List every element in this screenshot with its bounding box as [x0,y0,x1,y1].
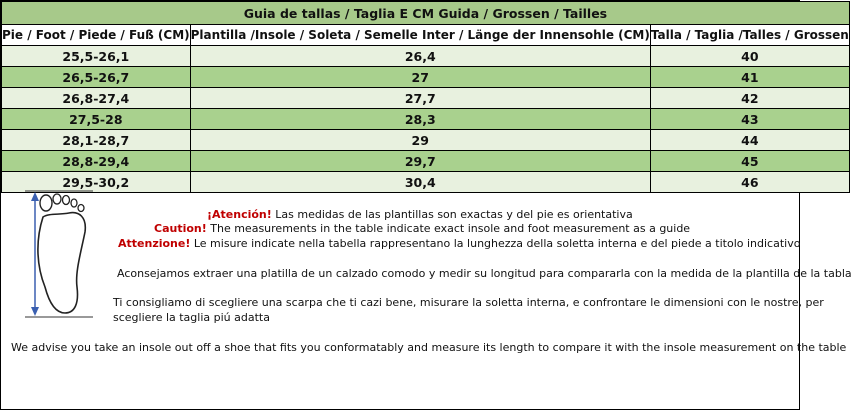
note-italian [118,237,800,250]
cell-insole: 27,7 [190,88,650,109]
cell-size: 45 [650,151,849,172]
cell-foot: 27,5-28 [2,109,191,130]
cell-insole: 28,3 [190,109,650,130]
note-es-text: Las medidas de las plantillas son exactas y del pie es orientativa [271,208,633,221]
table-row [2,46,850,67]
cell-insole: 29 [190,130,650,151]
size-table [1,1,850,193]
cell-size: 42 [650,88,849,109]
cell-insole: 29,7 [190,151,650,172]
cell-insole: 26,4 [190,46,650,67]
table-header-row [2,25,850,46]
note-it-text: Le misure indicate nella tabella rappresentano la lunghezza della soletta interna e del piede a titolo indicativo [190,237,801,250]
header-size: Talla / Taglia /Talles / Grossen [650,25,849,46]
cell-foot: 26,5-26,7 [2,67,191,88]
table-row [2,151,850,172]
warning-label-es: ¡Atención! [207,208,272,221]
cell-foot: 25,5-26,1 [2,46,191,67]
warning-label-it: Attenzione! [118,237,191,250]
cell-size: 41 [650,67,849,88]
table-row [2,109,850,130]
cell-size: 40 [650,46,849,67]
cell-size: 43 [650,109,849,130]
note-english [154,222,690,235]
foot-outline-icon [15,187,103,321]
note-en-text: The measurements in the table indicate exact insole and foot measurement as a guide [206,222,691,235]
cell-foot: 29,5-30,2 [2,172,191,193]
table-title: Guia de tallas / Taglia E CM Guida / Grossen / Tailles [2,2,850,25]
header-insole: Plantilla /Insole / Soleta / Semelle Inter / Länge der Innensohle (CM) [190,25,650,46]
cell-size: 44 [650,130,849,151]
table-title-row [2,2,850,25]
info-panel [1,181,852,409]
cell-foot: 28,1-28,7 [2,130,191,151]
advice-italian-line2: scegliere la taglia piú adatta [113,311,270,324]
cell-insole: 27 [190,67,650,88]
warning-label-en: Caution! [154,222,207,235]
cell-foot: 26,8-27,4 [2,88,191,109]
table-row [2,67,850,88]
note-spanish [207,208,633,221]
advice-italian [113,295,824,325]
advice-english: We advise you take an insole out off a shoe that fits you conformatably and measure its length to compare it with the insole measurement on the table [11,341,847,354]
table-row [2,88,850,109]
advice-spanish: Aconsejamos extraer una platilla de un calzado comodo y medir su longitud para compararla con la medida de la plantilla de la tabla [117,267,852,280]
cell-foot: 28,8-29,4 [2,151,191,172]
advice-italian-line1: Ti consigliamo di scegliere una scarpa che ti cazi bene, misurare la soletta interna, e confrontare le dimensioni con le nostre, per [113,296,824,309]
table-row [2,130,850,151]
cell-size: 46 [650,172,849,193]
cell-insole: 30,4 [190,172,650,193]
header-foot: Pie / Foot / Piede / Fuß (CM) [2,25,191,46]
